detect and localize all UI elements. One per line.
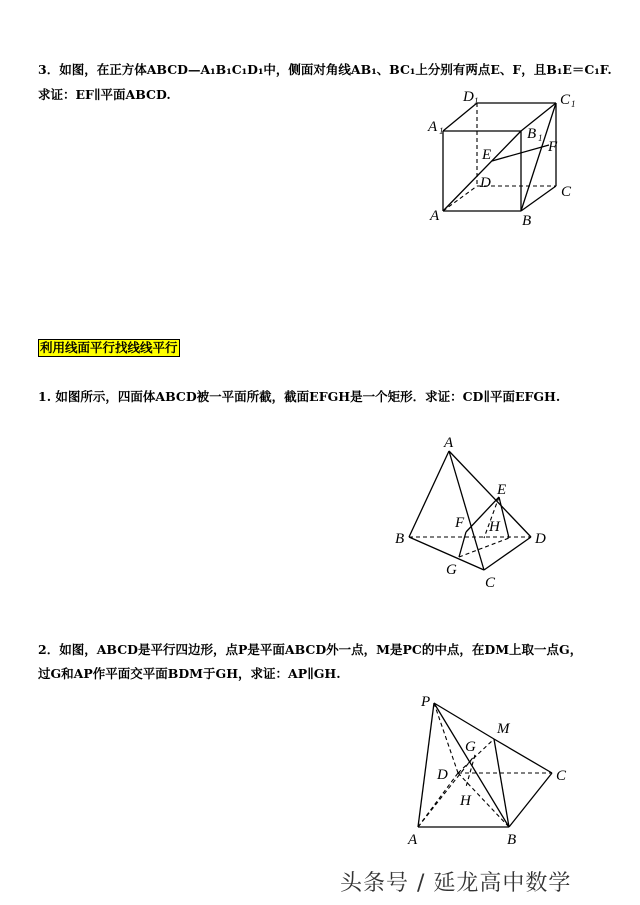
pyramid-label-b: B	[507, 832, 517, 848]
section-title: 利用线面平行找线线平行	[40, 340, 178, 355]
cube-label-a1: A	[428, 119, 438, 135]
cube-sub-c1: 1	[571, 99, 576, 109]
tetra-label-a: A	[444, 435, 454, 451]
cube-label-e: E	[482, 147, 492, 163]
pyramid-label-c: C	[556, 768, 567, 784]
cube-sub-b1: 1	[538, 133, 543, 143]
problem-2-line-1: 2．如图，ABCD是平行四边形，点P是平面ABCD外一点，M是PC的中点，在DM上取一点G，	[38, 642, 583, 657]
problem-1-line-1: 1. 如图所示，四面体ABCD被一平面所截，截面EFGH是一个矩形．求证：CD∥平面EFGH.	[38, 389, 561, 404]
pyramid-label-p: P	[421, 694, 431, 710]
problem-3-line-2: 求证：EF∥平面ABCD.	[38, 87, 171, 102]
problem-3-line-1: 3．如图，在正方体ABCD—A₁B₁C₁D₁中，侧面对角线AB₁、BC₁上分别有两点E、F，且B₁E＝C₁F.	[38, 62, 612, 77]
tetra-label-h: H	[489, 519, 500, 535]
pyramid-label-m: M	[497, 721, 510, 737]
tetra-label-f: F	[455, 515, 465, 531]
cube-label-c: C	[561, 184, 572, 200]
cube-label-b1: B	[527, 126, 537, 142]
cube-label-d1: D	[463, 89, 474, 105]
cube-sub-d1: 1	[474, 96, 479, 106]
tetra-label-d: D	[535, 531, 546, 547]
tetra-label-b: B	[395, 531, 405, 547]
pyramid-label-g: G	[465, 739, 476, 755]
cube-sub-a1: 1	[439, 126, 444, 136]
pyramid-label-d: D	[437, 767, 448, 783]
tetra-label-c: C	[485, 575, 496, 591]
cube-label-a: A	[430, 208, 440, 224]
cube-label-c1: C	[560, 92, 571, 108]
tetra-label-g: G	[446, 562, 457, 578]
watermark: 头条号 / 延龙高中数学	[340, 871, 572, 896]
cube-label-d: D	[480, 175, 491, 191]
pyramid-label-h: H	[460, 793, 471, 809]
problem-2-line-2: 过G和AP作平面交平面BDM于GH，求证：AP∥GH.	[38, 666, 341, 681]
tetra-label-e: E	[497, 482, 507, 498]
cube-label-b: B	[522, 213, 532, 229]
pyramid-label-a: A	[408, 832, 418, 848]
cube-label-f: F	[548, 139, 558, 155]
